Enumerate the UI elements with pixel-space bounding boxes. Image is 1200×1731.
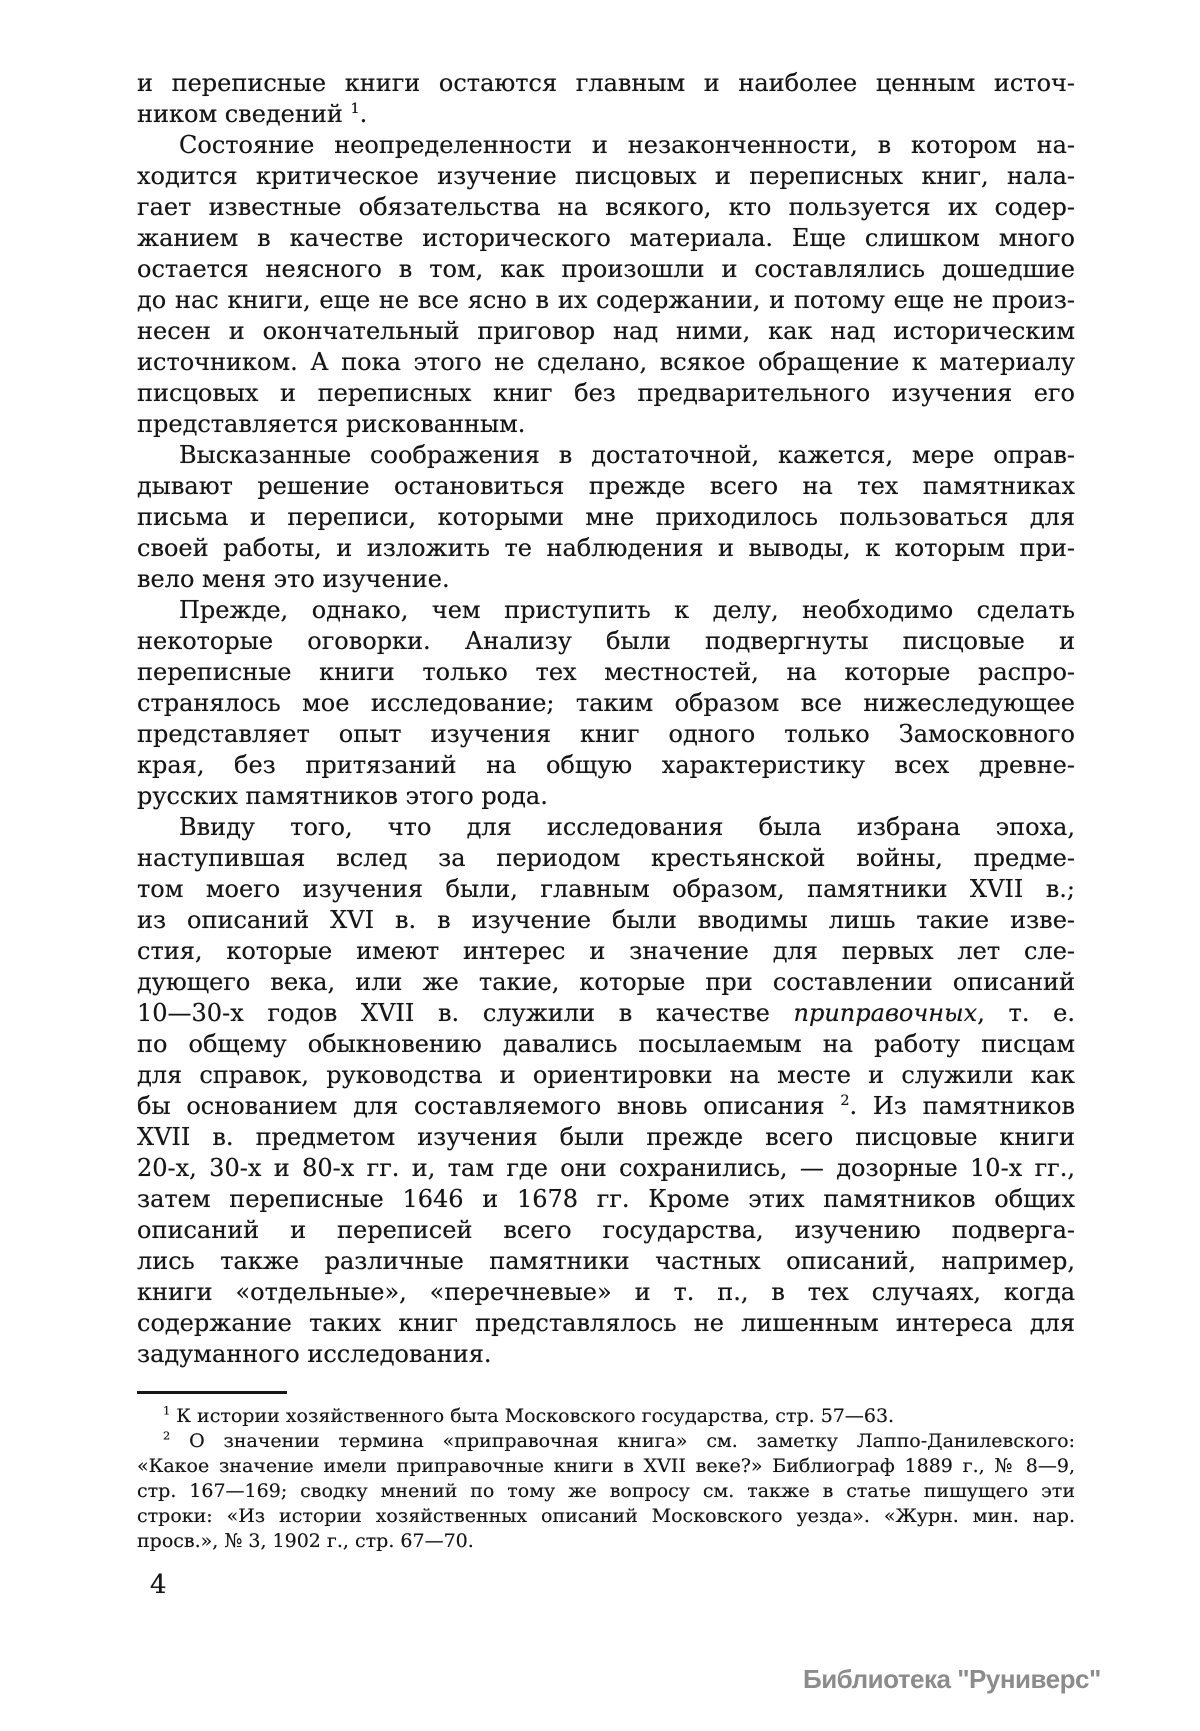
text-line bbox=[137, 843, 1075, 874]
text-line bbox=[137, 874, 1075, 905]
text-segment: источником. А пока этого не сделано, всякое обращение к материалу bbox=[137, 348, 1075, 376]
text-segment: К истории хозяйственного быта Московского государства, стр. 57—63. bbox=[170, 1405, 895, 1427]
text-line bbox=[137, 1091, 1075, 1122]
text-segment: Высказанные соображения в достаточной, кажется, мере оправ- bbox=[179, 441, 1075, 469]
text-segment: русских памятников этого рода. bbox=[137, 782, 548, 810]
paragraph bbox=[137, 440, 1075, 595]
text-line bbox=[137, 750, 1075, 781]
text-segment: дующего века, или же такие, которые при составлении описаний bbox=[137, 968, 1075, 996]
text-line bbox=[137, 192, 1075, 223]
text-line bbox=[137, 1529, 1075, 1554]
text-line bbox=[137, 1277, 1075, 1308]
text-line bbox=[137, 254, 1075, 285]
text-segment: по общему обыкновению давались посылаемым на работу писцам bbox=[137, 1030, 1075, 1058]
text-line bbox=[137, 998, 1075, 1029]
text-segment: из описаний XVI в. в изучение были вводимы лишь такие изве- bbox=[137, 906, 1075, 934]
footnotes bbox=[137, 1404, 1075, 1554]
paragraph bbox=[137, 595, 1075, 812]
text-segment: Состояние неопределенности и незаконченности, в котором на- bbox=[179, 131, 1075, 159]
text-segment: стр. 167—169; сводку мнений по тому же вопросу см. также в статье пишущего эти bbox=[137, 1480, 1075, 1502]
text-line bbox=[137, 223, 1075, 254]
text-segment: книги «отдельные», «перечневые» и т. п., в тех случаях, когда bbox=[137, 1278, 1075, 1306]
text-segment: . Из памятников bbox=[849, 1092, 1075, 1120]
text-segment: содержание таких книг представлялось не лишенным интереса для bbox=[137, 1309, 1075, 1337]
text-segment: 10—30-х годов XVII в. служили в качестве bbox=[137, 999, 794, 1027]
text-segment: представляет опыт изучения книг одного только Замосковного bbox=[137, 720, 1075, 748]
text-segment: ником сведений bbox=[137, 100, 351, 128]
text-segment: стия, которые имеют интерес и значение для первых лет сле- bbox=[137, 937, 1075, 965]
text-segment: бы основанием для составляемого вновь описания bbox=[137, 1092, 841, 1120]
text-segment: наступившая вслед за периодом крестьянской войны, предме- bbox=[137, 844, 1075, 872]
text-line bbox=[137, 1404, 1075, 1429]
paragraph bbox=[137, 68, 1075, 130]
text-line bbox=[137, 812, 1075, 843]
text-line bbox=[137, 1479, 1075, 1504]
text-segment: гает известные обязательства на всякого, кто пользуется их содер- bbox=[137, 193, 1075, 221]
text-segment: края, без притязаний на общую характеристику всех древне- bbox=[137, 751, 1075, 779]
text-line bbox=[137, 347, 1075, 378]
text-line bbox=[137, 440, 1075, 471]
text-segment: и переписные книги остаются главным и наиболее ценным источ- bbox=[137, 69, 1075, 97]
text-segment: жанием в качестве исторического материала. Еще слишком много bbox=[137, 224, 1075, 252]
text-line bbox=[137, 285, 1075, 316]
text-segment: строки: «Из истории хозяйственных описаний Московского уезда». «Журн. мин. нар. bbox=[137, 1505, 1075, 1527]
text-segment: описаний и переписей всего государства, изучению подверга- bbox=[137, 1216, 1075, 1244]
text-line bbox=[137, 1029, 1075, 1060]
text-segment: «Какое значение имели приправочные книги в XVII веке?» Библиограф 1889 г., № 8—9, bbox=[137, 1455, 1075, 1477]
text-line bbox=[137, 1339, 1075, 1370]
text-line bbox=[137, 68, 1075, 99]
footnote-marker: 1 bbox=[163, 1404, 171, 1418]
text-line bbox=[137, 502, 1075, 533]
text-segment: для справок, руководства и ориентировки на месте и служили как bbox=[137, 1061, 1075, 1089]
paragraph bbox=[137, 1429, 1075, 1554]
text-line bbox=[137, 595, 1075, 626]
text-segment: ходится критическое изучение писцовых и переписных книг, нала- bbox=[137, 162, 1075, 190]
text-segment: просв.», № 3, 1902 г., стр. 67—70. bbox=[137, 1530, 474, 1552]
text-segment: письма и переписи, которыми мне приходилось пользоваться для bbox=[137, 503, 1075, 531]
text-segment: до нас книги, еще не все ясно в их содержании, и потому еще не произ- bbox=[137, 286, 1075, 314]
page-number: 4 bbox=[150, 1570, 167, 1600]
footnote-separator bbox=[137, 1391, 287, 1394]
paragraph bbox=[137, 130, 1075, 440]
text-line bbox=[137, 626, 1075, 657]
text-line bbox=[137, 409, 1075, 440]
text-segment: вело меня это изучение. bbox=[137, 565, 450, 593]
text-line bbox=[137, 99, 1075, 130]
text-segment: писцовых и переписных книг без предварительного изучения его bbox=[137, 379, 1075, 407]
text-line bbox=[137, 1429, 1075, 1454]
text-line bbox=[137, 1184, 1075, 1215]
text-segment: XVII в. предметом изучения были прежде всего писцовые книги bbox=[137, 1123, 1075, 1151]
footnote-marker: 2 bbox=[163, 1429, 171, 1443]
text-line bbox=[137, 688, 1075, 719]
text-segment: лись также различные памятники частных описаний, например, bbox=[137, 1247, 1075, 1275]
text-segment: представляется рискованным. bbox=[137, 410, 526, 438]
text-segment: том моего изучения были, главным образом, памятники XVII в.; bbox=[137, 875, 1075, 903]
text-line bbox=[137, 1246, 1075, 1277]
text-line bbox=[137, 378, 1075, 409]
text-line bbox=[137, 1153, 1075, 1184]
text-line bbox=[137, 1504, 1075, 1529]
text-line bbox=[137, 1215, 1075, 1246]
text-line bbox=[137, 471, 1075, 502]
text-line bbox=[137, 1122, 1075, 1153]
text-segment: дывают решение остановиться прежде всего на тех памятниках bbox=[137, 472, 1075, 500]
text-line bbox=[137, 657, 1075, 688]
text-segment: Ввиду того, что для исследования была избрана эпоха, bbox=[179, 813, 1075, 841]
text-segment: О значении термина «приправочная книга» см. заметку Лаппо-Данилевского: bbox=[170, 1430, 1075, 1452]
text-line bbox=[137, 719, 1075, 750]
paragraph bbox=[137, 812, 1075, 1370]
italic-term: приправочных bbox=[793, 999, 978, 1027]
text-line bbox=[137, 967, 1075, 998]
text-segment: задуманного исследования. bbox=[137, 1340, 492, 1368]
text-line bbox=[137, 905, 1075, 936]
text-line bbox=[137, 781, 1075, 812]
text-segment: некоторые оговорки. Анализу были подвергнуты писцовые и bbox=[137, 627, 1075, 655]
watermark: Библиотека "Руниверс" bbox=[803, 1664, 1101, 1694]
text-segment: странялось мое исследование; таким образом все нижеследующее bbox=[137, 689, 1075, 717]
text-line bbox=[137, 533, 1075, 564]
text-segment: Прежде, однако, чем приступить к делу, необходимо сделать bbox=[179, 596, 1075, 624]
text-line bbox=[137, 316, 1075, 347]
paragraph bbox=[137, 1404, 1075, 1429]
text-line bbox=[137, 161, 1075, 192]
footnote-marker: 2 bbox=[840, 1093, 850, 1109]
text-segment: затем переписные 1646 и 1678 гг. Кроме этих памятников общих bbox=[137, 1185, 1075, 1213]
text-segment: . bbox=[359, 100, 368, 128]
text-segment: 20-х, 30-х и 80-х гг. и, там где они сохранились, — дозорные 10-х гг., bbox=[137, 1154, 1075, 1182]
text-segment: своей работы, и изложить те наблюдения и выводы, к которым при- bbox=[137, 534, 1075, 562]
footnote-marker: 1 bbox=[350, 101, 360, 117]
text-line bbox=[137, 936, 1075, 967]
text-line bbox=[137, 1454, 1075, 1479]
text-line bbox=[137, 130, 1075, 161]
text-segment: остается неясного в том, как произошли и составлялись дошедшие bbox=[137, 255, 1075, 283]
text-segment: переписные книги только тех местностей, на которые распро- bbox=[137, 658, 1075, 686]
text-line bbox=[137, 1308, 1075, 1339]
text-line bbox=[137, 1060, 1075, 1091]
text-segment: , т. е. bbox=[977, 999, 1075, 1027]
body-text bbox=[137, 68, 1075, 1370]
text-line bbox=[137, 564, 1075, 595]
text-segment: несен и окончательный приговор над ними, как над историческим bbox=[137, 317, 1075, 345]
